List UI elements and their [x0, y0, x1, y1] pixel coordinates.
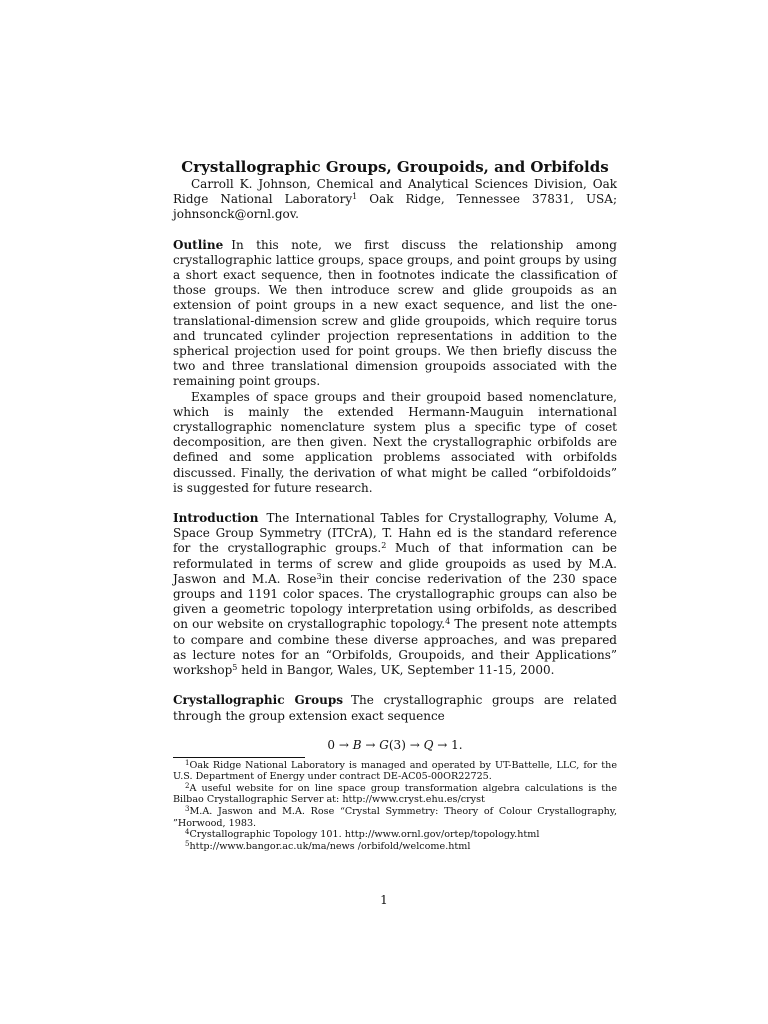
footnote-mark-3: 3	[316, 571, 322, 581]
introduction-paragraph	[173, 511, 617, 678]
eq-g: G	[379, 737, 389, 752]
paper-page	[173, 157, 617, 852]
footnote-mark-1: 1	[352, 192, 358, 202]
footnote-mark-2: 2	[381, 541, 387, 551]
page-number: 1	[380, 893, 388, 907]
author-info	[173, 177, 617, 223]
paper-title: Crystallographic Groups, Groupoids, and Orbifolds	[181, 158, 609, 176]
footnotes	[173, 760, 617, 853]
footnote-1-text: Oak Ridge National Laboratory is managed and operated by UT-Battelle, LLC, for the U.S. Department of Energy under contract DE-AC05-00OR22725.	[173, 759, 617, 783]
introduction-text-5: held in Bangor, Wales, UK, September 11-15, 2000.	[237, 663, 555, 678]
eq-zero: 0	[327, 737, 336, 752]
introduction-text-1: The International Tables for Crystallography, Volume A, Space Group Symmetry (ITCrA), T. Hahn ed is the standard reference for the crystallographic groups.	[173, 511, 617, 556]
footnote-3-text: M.A. Jaswon and M.A. Rose “Crystal Symmetry: Theory of Colour Crystallography, ”Horwood, 1983.	[173, 806, 617, 829]
introduction-text-3: in their concise rederivation of the 230 space groups and 1191 color spaces. The crystallographic groups can also be given a geometric topology interpretation using orbifolds, as described on our website on crystallographic topology.	[173, 571, 617, 632]
eq-arrow-2: →	[365, 737, 376, 752]
footnote-mark-4: 4	[445, 617, 451, 627]
author-line-2a: National Laboratory	[220, 192, 353, 207]
crystallographic-groups-paragraph	[173, 693, 617, 723]
footnote-4-mark: 4	[185, 828, 190, 837]
eq-arrow-3: →	[409, 737, 420, 752]
eq-arrow-4: →	[437, 737, 448, 752]
eq-one: 1.	[451, 737, 463, 752]
eq-q: Q	[423, 737, 434, 752]
eq-arrow-1: →	[338, 737, 349, 752]
footnote-3-mark: 3	[185, 805, 190, 814]
footnote-2-mark: 2	[185, 781, 190, 790]
eq-g-arg: (3)	[388, 737, 406, 752]
footnote-divider	[173, 757, 305, 758]
footnote-5	[173, 841, 617, 853]
outline-heading: Outline	[173, 237, 224, 252]
exact-sequence-equation	[173, 738, 617, 753]
footnote-1-mark: 1	[185, 758, 190, 767]
introduction-text-2: Much of that information can be reformulated in terms of screw and glide groupoids as used by M.A. Jaswon and M.A. Rose	[173, 541, 618, 586]
crystallographic-groups-text: The crystallographic groups are related through the group extension exact sequence	[173, 693, 617, 723]
footnote-3	[173, 806, 617, 829]
outline-text-1: In this note, we first discuss the relationship among crystallographic lattice groups, space groups, and point groups by using a short exact sequence, then in footnotes indicate the classification of those groups. We then introduce screw and glide groupoids as an extension of point groups in a new exact sequence, and list the one-translational-dimension screw and glide groupoids, which require torus and truncated cylinder projection representations in addition to the spherical projection used for point groups. We then briefly discuss the two and three translational dimension groupoids associated with the remaining point groups.	[173, 237, 617, 389]
outline-paragraph-2: Examples of space groups and their groupoid based nomenclature, which is mainly the extended Hermann-Mauguin international crystallographic nomenclature system plus a specific type of coset decomposition, are then given. Next the crystallographic orbifolds are defined and some application problems associated with orbifolds discussed. Finally, the derivation of what might be called “orbifoldoids” is suggested for future research.	[173, 389, 617, 495]
footnote-2-text: A useful website for on line space group transformation algebra calculations is the Bilbao Crystallographic Server at: http://www.cryst.ehu.es/cryst	[173, 782, 617, 806]
footnote-5-text: http://www.bangor.ac.uk/ma/news /orbifold/welcome.html	[189, 840, 471, 852]
crystallographic-groups-heading: Crystallographic Groups	[173, 693, 343, 708]
author-line-1: Carroll K. Johnson, Chemical and Analytical Sciences Division, Oak Ridge	[173, 177, 617, 207]
eq-b: B	[352, 737, 362, 752]
footnote-2	[173, 783, 617, 806]
author-line-2b: Oak Ridge, Tennessee 37831, USA; johnsonck@ornl.gov.	[173, 192, 617, 222]
introduction-heading: Introduction	[173, 511, 259, 526]
footnote-5-mark: 5	[185, 839, 190, 848]
footnote-1	[173, 760, 617, 783]
footnote-mark-5: 5	[232, 663, 238, 673]
outline-paragraph-1	[173, 238, 617, 390]
footnote-4-text: Crystallographic Topology 101. http://www.ornl.gov/ortep/topology.html	[189, 829, 540, 841]
footnote-4	[173, 829, 617, 841]
introduction-text-4: The present note attempts to compare and combine these diverse approaches, and was prepared as lecture notes for an “Orbifolds, Groupoids, and their Applications” workshop	[173, 617, 617, 678]
